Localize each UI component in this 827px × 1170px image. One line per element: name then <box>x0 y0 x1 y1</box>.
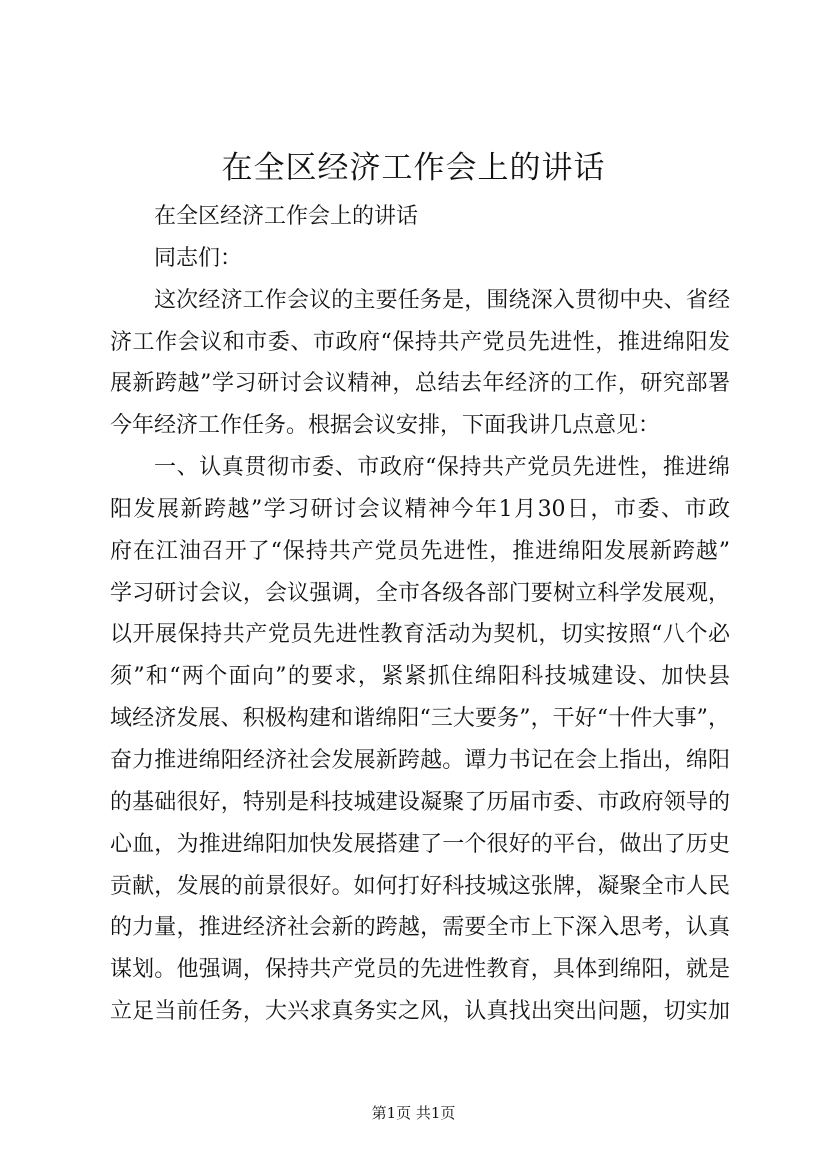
paragraph-line: 今年经济工作任务。根据会议安排，下面我讲几点意见： <box>110 413 661 439</box>
paragraph-line: 的力量，推进经济社会新的跨越，需要全市上下深入思考，认真 <box>110 915 730 941</box>
paragraph-line: 在全区经济工作会上的讲话 <box>154 204 419 229</box>
paragraph-line: 一、认真贯彻市委、市政府“保持共产党员先进性，推进绵 <box>154 455 730 481</box>
paragraph-line: 学习研讨会议，会议强调，全市各级各部门要树立科学发展观， <box>110 580 730 606</box>
page-footer: 第1页 共1页 <box>371 1104 456 1122</box>
paragraph-line: 这次经济工作会议的主要任务是，围绕深入贯彻中央、省经 <box>154 287 730 313</box>
paragraph-line: 府在江油召开了“保持共产党员先进性，推进绵阳发展新跨越” <box>110 538 730 564</box>
paragraph-line: 域经济发展、积极构建和谐绵阳“三大要务”，干好“十件大事”， <box>110 706 730 732</box>
paragraph-line: 须”和“两个面向”的要求，紧紧抓住绵阳科技城建设、加快县 <box>110 664 730 690</box>
paragraph-line: 心血，为推进绵阳加快发展搭建了一个很好的平台，做出了历史 <box>110 831 730 857</box>
paragraph-line: 贡献，发展的前景很好。如何打好科技城这张牌，凝聚全市人民 <box>110 873 730 899</box>
paragraph-line: 的基础很好，特别是科技城建设凝聚了历届市委、市政府领导的 <box>110 789 730 815</box>
document-body <box>110 196 730 1033</box>
paragraph-line: 立足当前任务，大兴求真务实之风，认真找出突出问题，切实加 <box>110 999 730 1025</box>
document-title: 在全区经济工作会上的讲话 <box>221 150 606 186</box>
paragraph-line: 奋力推进绵阳经济社会发展新跨越。谭力书记在会上指出，绵阳 <box>110 747 730 773</box>
paragraph-line: 展新跨越”学习研讨会议精神，总结去年经济的工作，研究部署 <box>110 371 730 397</box>
paragraph-line: 同志们： <box>154 245 243 271</box>
paragraph-line: 以开展保持共产党员先进性教育活动为契机，切实按照“八个必 <box>110 622 730 648</box>
paragraph-line: 谋划。他强调，保持共产党员的先进性教育，具体到绵阳，就是 <box>110 957 730 983</box>
paragraph-line: 阳发展新跨越”学习研讨会议精神今年1月30日，市委、市政 <box>110 496 730 522</box>
paragraph-line: 济工作会议和市委、市政府“保持共产党员先进性，推进绵阳发 <box>110 329 730 355</box>
